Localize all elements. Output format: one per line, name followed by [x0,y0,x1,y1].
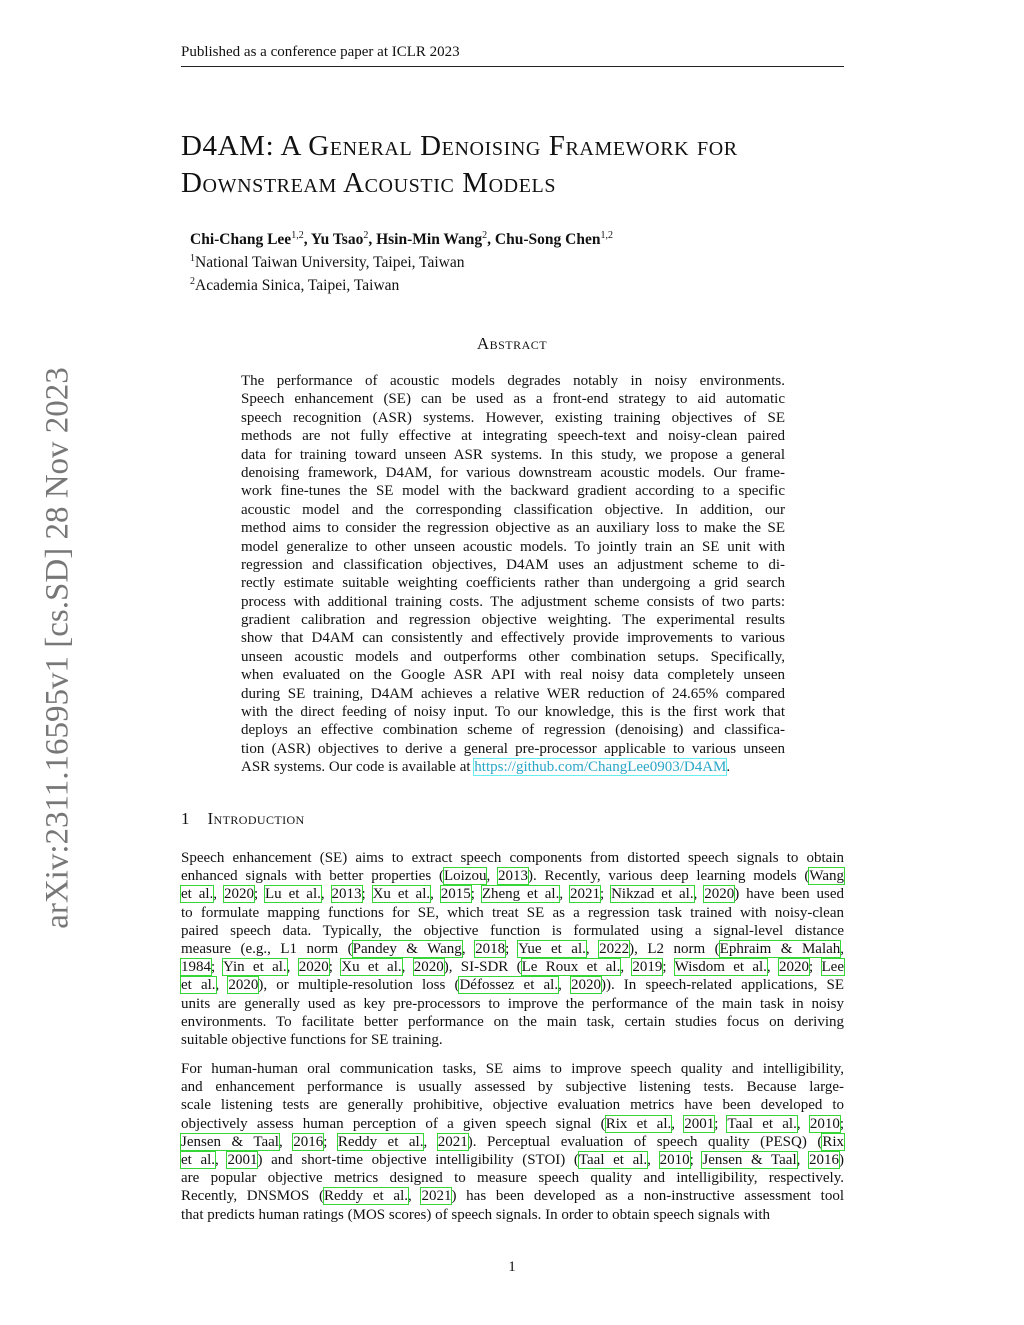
paragraph-text: , [840,940,845,957]
citation-link[interactable]: 2010 [659,1151,690,1168]
affiliation [190,249,613,272]
paragraph-line [181,1096,844,1114]
citation-link[interactable]: et al. [181,1151,216,1168]
citation-link[interactable]: 2001 [227,1151,258,1168]
citation-link[interactable]: 2020 [570,977,601,994]
paragraph-text: and enhancement performance is usually assessed by subjective listening tests. Because large- [181,1079,844,1096]
abstract-line: tion (ASR) objectives to derive a general pre-processor applicable to various unseen [241,740,785,757]
paragraph-line [181,1078,844,1096]
citation-link[interactable]: 2021 [570,886,601,903]
abstract-line: Speech enhancement (SE) can be used as a front-end strategy to aid automatic [241,391,785,408]
citation-link[interactable]: 2015 [440,886,471,903]
paragraph-line [181,940,844,958]
abstract-line: rectly estimate suitable weighting coefficients rather than undergoing a grid search [241,575,785,592]
paragraph-text: , [430,886,441,903]
abstract-line: The performance of acoustic models degrades notably in noisy environments. [241,373,785,389]
paragraph-text: ; [689,1151,703,1168]
abstract-line: work fine-tunes the SE model with the backward gradient according to a specific [241,483,785,500]
abstract-line: when evaluated on the Google ASR API with real noisy data completely unseen [241,667,785,684]
paragraph-text: measure (e.g., L1 norm ( [181,940,353,957]
paragraph-text: , [461,940,476,957]
paragraph-line [181,976,844,994]
paragraph-line [181,1151,844,1169]
affiliation-text: Academia Sinica, Taipei, Taiwan [195,277,400,295]
abstract-line: during SE training, D4AM achieves a relative WER reduction of 24.65% compared [241,685,785,702]
citation-link[interactable]: 2022 [599,940,630,957]
paragraph-text: suitable objective functions for SE training. [181,1031,443,1048]
abstract-line: speech recognition (ASR) systems. However, existing training objectives of SE [241,409,785,426]
section-heading [181,809,305,829]
citation-link[interactable]: 1984 [181,959,211,976]
citation-link[interactable]: 2020 [298,959,329,976]
paragraph-line [181,1115,844,1133]
citation-link[interactable]: Loizou [443,868,487,885]
citation-link[interactable]: 2021 [421,1188,452,1205]
paragraph-text: , [796,1151,810,1168]
paragraph-text: , [559,886,571,903]
paragraph-line [181,1060,844,1078]
paragraph-text: , [278,1133,294,1150]
paragraph-text: ), SI-SDR ( [443,959,522,976]
citation-link[interactable]: Yin et al. [222,959,287,976]
paragraph-text: ) have been used [734,886,845,903]
paper-title-line-2: Downstream Acoustic Models [181,167,557,199]
citation-link[interactable]: Pandey & Wang [352,940,462,957]
paragraph-text: to formulate mapping functions for SE, which treat SE as a regression task trained with noisy-clean [181,904,844,921]
paragraph-text: ; [361,886,373,903]
author-name: Chi-Chang Lee [190,231,292,249]
paragraph-text: , [558,977,571,994]
abstract-line: regression and classification objectives, D4AM uses an adjustment scheme to di- [241,556,785,573]
affiliation [190,272,613,295]
citation-link[interactable]: 2020 [779,959,809,976]
paragraph-text: ; [662,959,675,976]
citation-link[interactable]: Lu et al. [265,886,321,903]
paragraph-text: ; [328,959,342,976]
citation-link[interactable]: Xu et al. [372,886,431,903]
citation-link[interactable]: 2020 [223,886,254,903]
paper-title-line-1: D4AM: A General Denoising Framework for [181,130,738,162]
author-sup: 2 [482,230,488,241]
citation-link[interactable]: Yue et al. [518,940,586,957]
citation-link[interactable]: et al. [181,977,216,994]
citation-link[interactable]: 2013 [497,868,528,885]
citation-link[interactable]: Jensen & Taal [702,1151,797,1168]
citation-link[interactable]: Rix et al. [605,1115,672,1132]
paragraph-text: are popular objective metrics designed to measure speech quality and intelligibility, respectively. [181,1170,844,1187]
abstract-text: . [726,759,731,776]
citation-link[interactable]: Nikzad et al. [611,886,694,903]
paragraph-text: ) has been developed as a non-instructive assessment tool [451,1188,845,1205]
paragraph-line [181,849,844,867]
citation-link[interactable]: 2020 [413,959,444,976]
citation-link[interactable]: Jensen & Taal [181,1133,279,1150]
paragraph-text: enhanced signals with better properties ( [181,868,444,885]
author-names: Chi-Chang Lee$^{1,2}$, Yu Tsao$^2$, Hsin-Min Wang$^2$, Chu-Song Chen$^{1,2}$ [190,230,613,249]
paragraph-text: , [796,1115,810,1132]
citation-link[interactable]: 2020 [228,977,259,994]
paragraph-text: , [766,959,779,976]
paragraph-text: For human-human oral communication tasks, SE aims to improve speech quality and intelligibility, [181,1061,844,1077]
paragraph-line [181,1187,844,1205]
abstract-line: model generalize to other unseen acoustic models. To jointly train an SE unit with [241,538,785,555]
paragraph-text: Speech enhancement (SE) aims to extract speech components from distorted speech signals to obtain [181,850,844,866]
paragraph-text: ; [714,1115,728,1132]
paragraph-text: , [215,1151,228,1168]
paragraph-line [181,1013,844,1031]
paragraph-text: ; [211,959,223,976]
paragraph-text: , [213,886,224,903]
paragraph-text: )). In speech-related applications, SE [600,977,845,994]
code-repository-link[interactable]: https://github.com/ChangLee0903/D4AM [474,759,727,776]
paper-title [181,128,861,202]
citation-link[interactable]: 2016 [809,1151,840,1168]
paragraph-text: , [693,886,705,903]
paragraph-text: , [286,959,299,976]
paragraph-text: ; [505,940,519,957]
paragraph-line [181,958,844,976]
citation-link[interactable]: Taal et al. [727,1115,797,1132]
abstract-heading: Abstract [476,334,548,353]
paragraph-line [181,904,844,922]
paragraph-line [181,1206,844,1224]
paragraph-text: ; [839,1115,845,1132]
paragraph-text: ; [809,959,822,976]
citation-link[interactable]: et al. [181,886,214,903]
affiliation-text: National Taiwan University, Taipei, Taiwan [195,254,465,272]
page-number: 1 [508,1259,516,1275]
paragraph-text: ). Recently, various deep learning models ( [527,868,810,885]
paragraph-text: , [671,1115,685,1132]
paragraph-text: paired speech data. Typically, the objective function is formulated using a signal-level distance [181,922,844,939]
paragraph-text: , [401,959,414,976]
affiliation-sup: 2 [190,276,195,288]
paragraph-line [181,1133,844,1151]
citation-link[interactable]: Xu et al. [341,959,402,976]
citation-link[interactable]: Ephraim & Malah [719,940,841,957]
citation-link[interactable]: Zheng et al. [481,886,560,903]
paragraph-text: , [486,868,498,885]
paragraph-text: ) [839,1151,845,1168]
paragraph-text: , [423,1133,438,1150]
abstract-line: process with additional training costs. The adjustment scheme consists of two parts: [241,593,785,610]
paragraph-line [181,922,844,940]
citation-link[interactable]: 2021 [437,1133,468,1150]
author-sup: 1,2 [600,230,613,241]
paragraph-text: , [320,886,332,903]
citation-link[interactable]: Le Roux et al. [521,959,621,976]
abstract-line: acoustic model and the corresponding classification objective. In addition, our [241,501,785,518]
affiliation-sup: 1 [190,253,195,265]
citation-link[interactable]: 2018 [475,940,506,957]
paragraph-text: ) and short-time objective intelligibility (STOI) ( [257,1151,579,1168]
paragraph-text: , [647,1151,660,1168]
author-block [190,226,613,295]
paragraph-text: units are generally used as key pre-processors to improve the performance of the main task in noisy [181,995,844,1012]
section-title: Introduction [207,809,305,828]
paragraph-text: ), or multiple-resolution loss ( [258,977,460,994]
abstract-line: show that D4AM can consistently and effectively provide improvements to various [241,630,785,647]
paragraph-text: ; [470,886,482,903]
section-number: 1 [181,809,190,828]
abstract-body [241,372,785,777]
paragraph-text: environments. To facilitate better performance on the main task, certain studies focus on deriving [181,1013,844,1030]
abstract-line: methods are not fully effective at integrating speech-text and noisy-clean paired [241,428,785,445]
citation-link[interactable]: Défossez et al. [459,977,559,994]
abstract-line: gradient calibration and regression objective weighting. The experimental results [241,612,785,629]
paragraph-line [181,885,844,903]
abstract-line [241,758,785,776]
citation-link[interactable]: Reddy et al. [324,1188,408,1205]
abstract-line: method aims to consider the regression objective as an auxiliary loss to make the SE [241,520,785,537]
citation-link[interactable]: Rix [822,1133,845,1150]
abstract-line: denoising framework, D4AM, for various downstream acoustic models. Our frame- [241,464,785,481]
paragraph-text: ; [323,1133,338,1150]
author-sup: 1,2 [291,230,304,241]
intro-paragraph-2 [181,1060,844,1224]
abstract-line: unseen acoustic models and outperforms other combination setups. Specifically, [241,648,785,665]
citation-link[interactable]: 2020 [704,886,735,903]
paragraph-line [181,995,844,1013]
citation-link[interactable]: Wang [809,868,845,885]
paragraph-text: , [620,959,633,976]
citation-link[interactable]: Reddy et al. [337,1133,424,1150]
paragraph-line [181,1031,844,1049]
running-header: Published as a conference paper at ICLR 2023 [181,44,460,60]
author-sup: 2 [363,230,369,241]
citation-link[interactable]: Taal et al. [578,1151,648,1168]
citation-link[interactable]: 2016 [293,1133,324,1150]
paragraph-text: ; [600,886,612,903]
citation-link[interactable]: 2013 [331,886,362,903]
author-name: Hsin-Min Wang [376,231,483,249]
header-rule [181,66,844,67]
citation-link[interactable]: 2010 [809,1115,840,1132]
arxiv-stamp-text: arXiv:2311.16595v1 [cs.SD] 28 Nov 2023 [39,367,76,929]
paragraph-text: objectively assess human perception of a given speech signal ( [181,1115,606,1132]
paragraph-text: , [408,1188,422,1205]
citation-link[interactable]: Wisdom et al. [674,959,767,976]
author-name: Yu Tsao [310,231,364,249]
paragraph-text: scale listening tests are generally prohibitive, objective evaluation metrics have been developed to [181,1097,844,1114]
paragraph-text: ). Perceptual evaluation of speech quality (PESQ) ( [467,1133,823,1150]
citation-link[interactable]: 2001 [684,1115,715,1132]
abstract-line: deploys an effective combination scheme of regression (denoising) and classifica- [241,722,785,739]
paragraph-text: that predicts human ratings (MOS scores) of speech signals. In order to obtain speech signals with [181,1206,771,1223]
citation-link[interactable]: 2019 [632,959,663,976]
abstract-text: ASR systems. Our code is available at [241,759,475,776]
paragraph-text: , [585,940,600,957]
abstract-line: with the direct feeding of noisy input. To our knowledge, this is the first work that [241,704,785,721]
paragraph-line [181,867,844,885]
abstract-line: data for training toward unseen ASR systems. In this study, we propose a general [241,446,785,463]
paragraph-text: Recently, DNSMOS ( [181,1188,325,1205]
paragraph-text: ), L2 norm ( [629,940,720,957]
paragraph-text: ; [253,886,266,903]
intro-paragraph-1 [181,849,844,1049]
paragraph-text: , [215,977,229,994]
paragraph-line [181,1169,844,1187]
author-name: Chu-Song Chen [494,231,601,249]
citation-link[interactable]: Lee [821,959,844,976]
